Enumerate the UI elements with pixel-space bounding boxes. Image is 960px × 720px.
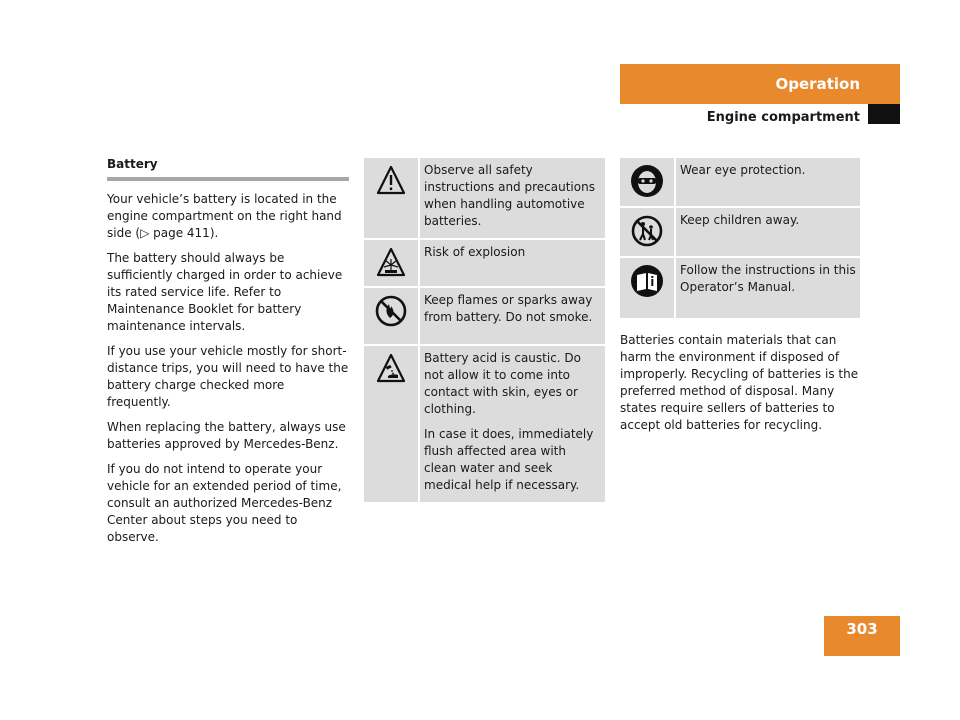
battery-paragraph: The battery should always be sufficiently charged in order to achieve its rated service life. Refer to Maintenance Booklet for battery maintenance intervals. [107, 251, 343, 333]
warning-triangle-icon [364, 158, 419, 239]
eye-protection-icon [620, 158, 675, 207]
warning-text: Battery acid is caustic. Do not allow it to come into contact with skin, eyes or clothing. [424, 351, 582, 416]
battery-paragraph: If you use your vehicle mostly for short-distance trips, you will need to have the battery charge checked more frequently. [107, 344, 349, 409]
keep-children-away-icon [620, 207, 675, 257]
corrosive-icon [364, 345, 419, 502]
battery-warnings-table [364, 158, 605, 502]
battery-paragraph: If you do not intend to operate your vehicle for an extended period of time, consult an authorized Mercedes-Benz Center about steps you need to observe. [107, 462, 342, 544]
warning-row [620, 257, 860, 318]
battery-paragraph: Your vehicle’s battery is located in the engine compartment on the right hand side (▷ page 411). [107, 192, 342, 240]
page-number: 303 [824, 616, 900, 656]
subsection-title: Engine compartment [706, 110, 860, 125]
battery-section [107, 156, 349, 546]
manual-icon [620, 257, 675, 318]
warning-text: Risk of explosion [424, 245, 526, 259]
warning-text: Keep flames or sparks away from battery. Do not smoke. [424, 293, 593, 324]
warning-row [364, 287, 605, 345]
warning-text: Follow the instructions in this Operator’s Manual. [680, 263, 856, 294]
battery-paragraph: When replacing the battery, always use batteries approved by Mercedes-Benz. [107, 420, 346, 451]
section-header [620, 64, 900, 104]
warning-row [620, 207, 860, 257]
warning-text-continued: In case it does, immediately flush affected area with clean water and seek medical help if necessary. [424, 427, 594, 492]
warning-text: Wear eye protection. [680, 163, 806, 177]
warning-text: Observe all safety instructions and precautions when handling automotive batteries. [424, 163, 595, 228]
no-flame-icon [364, 287, 419, 345]
warning-row [364, 345, 605, 502]
warning-text: Keep children away. [680, 213, 800, 227]
header-marker [868, 104, 900, 124]
protective-measures-table [620, 158, 860, 318]
warning-row [620, 158, 860, 207]
warning-row [364, 158, 605, 239]
battery-heading: Battery [107, 156, 349, 181]
warning-row [364, 239, 605, 287]
section-title: Operation [775, 75, 860, 93]
explosion-icon [364, 239, 419, 287]
disposal-paragraph: Batteries contain materials that can harm the environment if disposed of improperly. Recycling of batteries is the preferred method of disposal. Many states require sellers of batteries to accept old batteries for recycling. [620, 333, 859, 432]
